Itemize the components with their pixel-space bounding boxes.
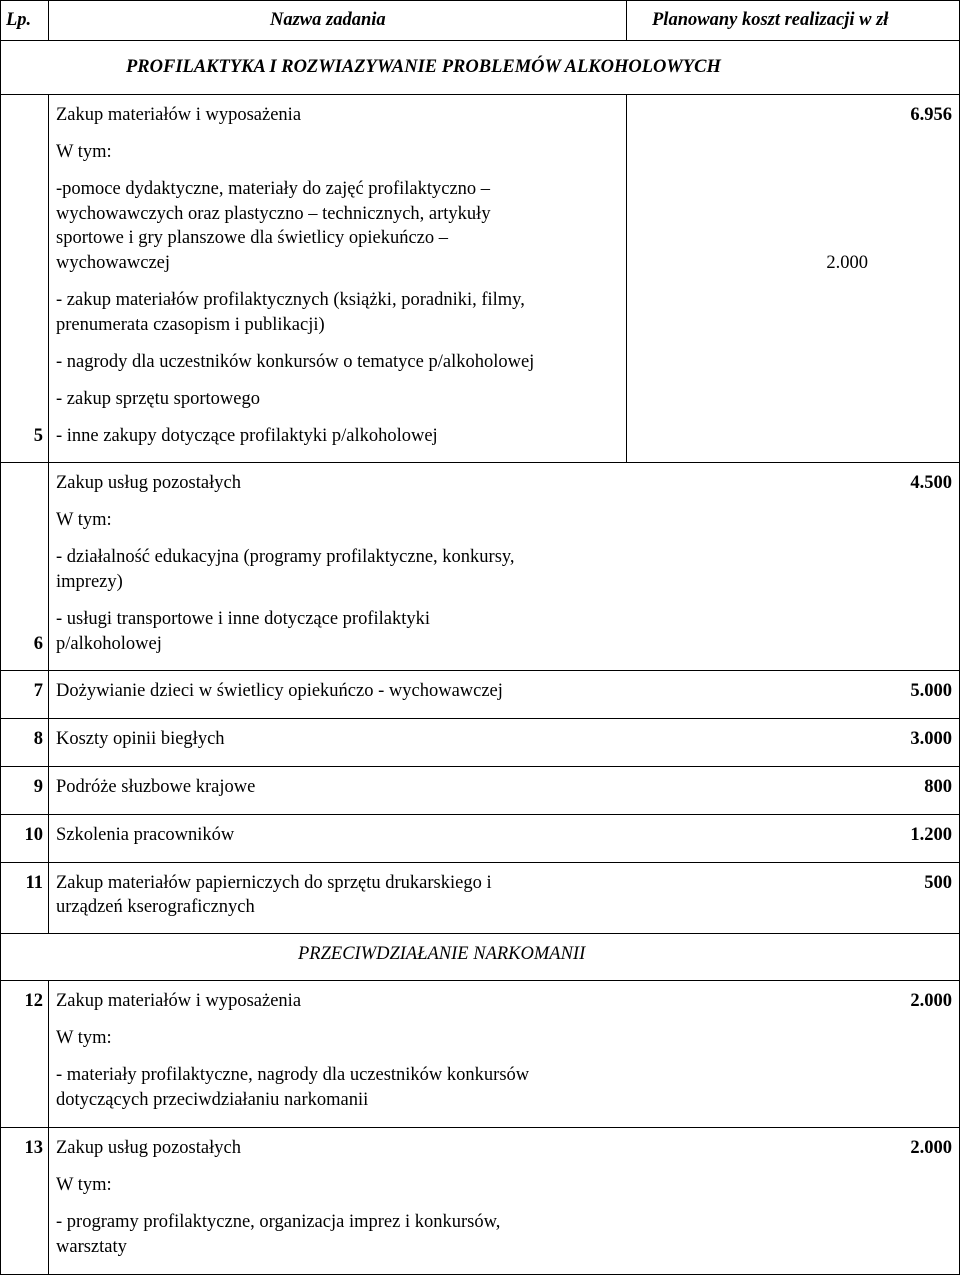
row7-bottom-line: [0, 718, 960, 719]
row10-bottom-line: [0, 862, 960, 863]
row11-title-line1: Zakup materiałów papierniczych do sprzętu drukarskiego i: [56, 873, 492, 893]
row5-wtym: W tym:: [56, 142, 112, 162]
row6-item2-line1: - usługi transportowe i inne dotyczące profilaktyki: [56, 609, 431, 629]
row5-bottom-line: [0, 462, 960, 463]
section-title-alcohol: PROFILAKTYKA I ROZWIAZYWANIE PROBLEMÓW ALKOHOLOWYCH: [126, 57, 721, 77]
row6-bottom-line: [0, 670, 960, 671]
row12-item-line2: dotyczących przeciwdziałaniu narkomanii: [56, 1090, 369, 1110]
row10-cost: 1.200: [910, 825, 952, 845]
header-divider-lp: [48, 0, 49, 41]
row5-title: Zakup materiałów i wyposażenia: [56, 105, 302, 125]
row5-item1-line1: -pomoce dydaktyczne, materiały do zajęć profilaktyczno –: [56, 179, 491, 199]
row6-cost: 4.500: [910, 473, 952, 493]
row8-title: Koszty opinii biegłych: [56, 729, 225, 749]
row12-number: 12: [24, 991, 43, 1011]
table-border-bottom: [0, 1274, 960, 1275]
row5-item5: - inne zakupy dotyczące profilaktyki p/alkoholowej: [56, 426, 438, 446]
row13-title: Zakup usług pozostałych: [56, 1138, 241, 1158]
row10-title: Szkolenia pracowników: [56, 825, 235, 845]
row6-item1-line1: - działalność edukacyjna (programy profilaktyczne, konkursy,: [56, 547, 515, 567]
header-planned-cost: Planowany koszt realizacji w zł: [652, 10, 889, 30]
row5-item3: - nagrody dla uczestników konkursów o tematyce p/alkoholowej: [56, 352, 535, 372]
row13-item-line1: - programy profilaktyczne, organizacja imprez i konkursów,: [56, 1212, 501, 1232]
row5-item1-line3: sportowe i gry planszowe dla świetlicy opiekuńczo –: [56, 228, 448, 248]
row11-cost: 500: [924, 873, 952, 893]
row6-item2-line2: p/alkoholowej: [56, 634, 162, 654]
row5-item1-line4: wychowawczej: [56, 253, 171, 273]
header-divider-cost: [626, 0, 627, 41]
row5-cost: 6.956: [910, 105, 952, 125]
section-title-drugs: PRZECIWDZIAŁANIE NARKOMANII: [298, 944, 586, 964]
row6-wtym: W tym:: [56, 510, 112, 530]
row11-title-line2: urządzeń kserograficznych: [56, 897, 255, 917]
header-lp: Lp.: [6, 10, 32, 30]
row7-cost: 5.000: [910, 681, 952, 701]
row9-cost: 800: [924, 777, 952, 797]
row5-item2-line2: prenumerata czasopism i publikacji): [56, 315, 325, 335]
row8-bottom-line: [0, 766, 960, 767]
row7-title: Dożywianie dzieci w świetlicy opiekuńczo - wychowawczej: [56, 681, 503, 701]
row5-item1-line2: wychowawczych oraz plastyczno – technicznych, artykuły: [56, 204, 491, 224]
row6-item1-line2: imprezy): [56, 572, 123, 592]
table-border-top: [0, 0, 960, 1]
row12-bottom-line: [0, 1127, 960, 1128]
row12-item-line1: - materiały profilaktyczne, nagrody dla uczestników konkursów: [56, 1065, 530, 1085]
section-drugs-bottom-line: [0, 980, 960, 981]
row13-cost: 2.000: [910, 1138, 952, 1158]
column-divider-lp-drugs: [48, 980, 49, 1275]
row5-item4: - zakup sprzętu sportowego: [56, 389, 260, 409]
column-divider-subcost: [626, 94, 627, 462]
row8-cost: 3.000: [910, 729, 952, 749]
row10-number: 10: [24, 825, 43, 845]
row11-bottom-line: [0, 933, 960, 934]
row9-number: 9: [33, 777, 43, 797]
row13-item-line2: warsztaty: [56, 1237, 127, 1257]
row5-number: 5: [33, 426, 43, 446]
row13-wtym: W tym:: [56, 1175, 112, 1195]
row13-number: 13: [24, 1138, 43, 1158]
row6-number: 6: [33, 634, 43, 654]
column-divider-lp: [48, 94, 49, 933]
header-task-name: Nazwa zadania: [270, 10, 386, 30]
row6-title: Zakup usług pozostałych: [56, 473, 241, 493]
row11-number: 11: [25, 873, 43, 893]
row8-number: 8: [33, 729, 43, 749]
table-border-left: [0, 0, 1, 1275]
row5-item1-cost: 2.000: [826, 253, 868, 273]
section-alcohol-bottom-line: [0, 94, 960, 95]
row12-wtym: W tym:: [56, 1028, 112, 1048]
row5-item2-line1: - zakup materiałów profilaktycznych (książki, poradniki, filmy,: [56, 290, 525, 310]
header-bottom-line: [0, 40, 960, 41]
row9-bottom-line: [0, 814, 960, 815]
row12-cost: 2.000: [910, 991, 952, 1011]
row7-number: 7: [33, 681, 43, 701]
row12-title: Zakup materiałów i wyposażenia: [56, 991, 302, 1011]
row9-title: Podróże słuzbowe krajowe: [56, 777, 256, 797]
